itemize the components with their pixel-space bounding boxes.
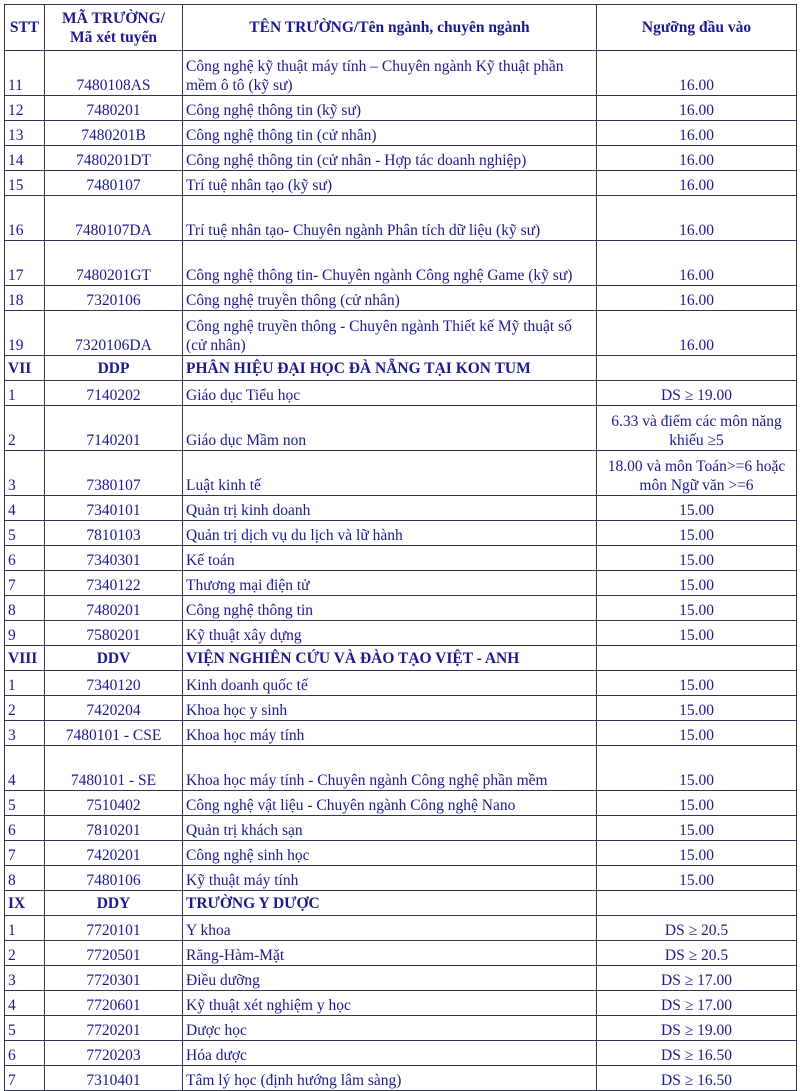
cell-code: 7340101	[45, 496, 183, 521]
cell-stt: 1	[5, 671, 45, 696]
cell-stt: 3	[5, 451, 45, 496]
cell-stt: 11	[5, 51, 45, 96]
table-header-row	[5, 5, 797, 51]
section-stt: VIII	[5, 646, 45, 671]
cell-name: Công nghệ truyền thông - Chuyên ngành Thiết kế Mỹ thuật số (cử nhân)	[183, 311, 597, 356]
table-row	[5, 286, 797, 311]
cell-code: 7140202	[45, 381, 183, 406]
cell-stt: 4	[5, 746, 45, 791]
cell-stt: 5	[5, 1016, 45, 1041]
cell-threshold: 16.00	[597, 241, 797, 286]
section-stt: IX	[5, 891, 45, 916]
table-row	[5, 596, 797, 621]
section-empty	[597, 646, 797, 671]
cell-stt: 5	[5, 521, 45, 546]
cell-code: 7480201GT	[45, 241, 183, 286]
cell-name: Công nghệ thông tin	[183, 596, 597, 621]
table-row	[5, 791, 797, 816]
table-row	[5, 311, 797, 356]
section-name: VIỆN NGHIÊN CỨU VÀ ĐÀO TẠO VIỆT - ANH	[183, 646, 597, 671]
cell-code: 7480107	[45, 171, 183, 196]
cell-code: 7480108AS	[45, 51, 183, 96]
header-code-line1: MÃ TRƯỜNG/	[62, 9, 165, 27]
table-row	[5, 406, 797, 451]
cell-stt: 4	[5, 991, 45, 1016]
cell-threshold: 15.00	[597, 596, 797, 621]
cell-code: 7480106	[45, 866, 183, 891]
header-threshold: Ngưỡng đầu vào	[597, 5, 797, 51]
cell-name: Công nghệ vật liệu - Chuyên ngành Công nghệ Nano	[183, 791, 597, 816]
cell-code: 7340301	[45, 546, 183, 571]
cell-threshold: 16.00	[597, 51, 797, 96]
cell-stt: 3	[5, 721, 45, 746]
cell-stt: 2	[5, 696, 45, 721]
cell-stt: 2	[5, 406, 45, 451]
cell-code: 7320106DA	[45, 311, 183, 356]
cell-threshold: 15.00	[597, 621, 797, 646]
cell-name: Công nghệ sinh học	[183, 841, 597, 866]
cell-code: 7340122	[45, 571, 183, 596]
cell-stt: 7	[5, 1066, 45, 1091]
cell-threshold: 15.00	[597, 721, 797, 746]
cell-code: 7720301	[45, 966, 183, 991]
cell-threshold: 15.00	[597, 696, 797, 721]
cell-name: Công nghệ kỹ thuật máy tính – Chuyên ngành Kỹ thuật phần mềm ô tô (kỹ sư)	[183, 51, 597, 96]
admission-threshold-table	[4, 4, 797, 1091]
cell-code: 7580201	[45, 621, 183, 646]
header-code-line2: Mã xét tuyển	[70, 28, 157, 46]
cell-code: 7380107	[45, 451, 183, 496]
cell-name: Luật kinh tế	[183, 451, 597, 496]
cell-threshold: 16.00	[597, 96, 797, 121]
table-row	[5, 991, 797, 1016]
cell-code: 7810103	[45, 521, 183, 546]
header-stt: STT	[5, 5, 45, 51]
table-row	[5, 1066, 797, 1091]
cell-threshold: 16.00	[597, 171, 797, 196]
cell-code: 7510402	[45, 791, 183, 816]
cell-code: 7320106	[45, 286, 183, 311]
cell-stt: 4	[5, 496, 45, 521]
table-row	[5, 496, 797, 521]
cell-stt: 7	[5, 841, 45, 866]
cell-name: Công nghệ thông tin- Chuyên ngành Công nghệ Game (kỹ sư)	[183, 241, 597, 286]
cell-threshold: DS ≥ 20.5	[597, 916, 797, 941]
cell-stt: 14	[5, 146, 45, 171]
cell-name: Điều dưỡng	[183, 966, 597, 991]
table-row	[5, 721, 797, 746]
cell-code: 7480101 - CSE	[45, 721, 183, 746]
table-row	[5, 671, 797, 696]
header-code	[45, 5, 183, 51]
cell-threshold: 15.00	[597, 521, 797, 546]
cell-threshold: 15.00	[597, 671, 797, 696]
section-code: DDP	[45, 356, 183, 381]
cell-threshold: DS ≥ 19.00	[597, 1016, 797, 1041]
cell-threshold: DS ≥ 20.5	[597, 941, 797, 966]
cell-name: Giáo dục Mầm non	[183, 406, 597, 451]
cell-stt: 6	[5, 816, 45, 841]
table-row	[5, 866, 797, 891]
cell-stt: 6	[5, 1041, 45, 1066]
cell-code: 7720501	[45, 941, 183, 966]
cell-stt: 12	[5, 96, 45, 121]
table-row	[5, 521, 797, 546]
table-row	[5, 1041, 797, 1066]
cell-threshold: 16.00	[597, 121, 797, 146]
cell-name: Khoa học máy tính - Chuyên ngành Công nghệ phần mềm	[183, 746, 597, 791]
cell-threshold: 18.00 và môn Toán>=6 hoặc môn Ngữ văn >=6	[597, 451, 797, 496]
cell-name: Dược học	[183, 1016, 597, 1041]
cell-threshold: 6.33 và điểm các môn năng khiếu ≥5	[597, 406, 797, 451]
cell-threshold: 15.00	[597, 746, 797, 791]
cell-threshold: 15.00	[597, 841, 797, 866]
table-row	[5, 451, 797, 496]
cell-threshold: 16.00	[597, 146, 797, 171]
cell-name: Kỹ thuật xây dựng	[183, 621, 597, 646]
cell-threshold: 16.00	[597, 311, 797, 356]
cell-code: 7720101	[45, 916, 183, 941]
cell-code: 7140201	[45, 406, 183, 451]
table-row	[5, 196, 797, 241]
cell-stt: 5	[5, 791, 45, 816]
table-row	[5, 816, 797, 841]
cell-name: Kế toán	[183, 546, 597, 571]
cell-stt: 1	[5, 916, 45, 941]
table-row	[5, 916, 797, 941]
cell-stt: 16	[5, 196, 45, 241]
cell-stt: 7	[5, 571, 45, 596]
cell-stt: 9	[5, 621, 45, 646]
cell-threshold: 16.00	[597, 196, 797, 241]
cell-name: Công nghệ truyền thông (cử nhân)	[183, 286, 597, 311]
cell-threshold: DS ≥ 17.00	[597, 991, 797, 1016]
cell-threshold: DS ≥ 16.50	[597, 1066, 797, 1091]
cell-name: Răng-Hàm-Mặt	[183, 941, 597, 966]
cell-threshold: DS ≥ 19.00	[597, 381, 797, 406]
cell-code: 7480201DT	[45, 146, 183, 171]
section-empty	[597, 891, 797, 916]
cell-threshold: 15.00	[597, 571, 797, 596]
section-empty	[597, 356, 797, 381]
cell-code: 7720201	[45, 1016, 183, 1041]
cell-code: 7480201	[45, 96, 183, 121]
section-row-vii	[5, 356, 797, 381]
section-code: DDV	[45, 646, 183, 671]
table-row	[5, 96, 797, 121]
table-row	[5, 381, 797, 406]
cell-stt: 18	[5, 286, 45, 311]
cell-name: Quản trị khách sạn	[183, 816, 597, 841]
cell-threshold: 15.00	[597, 496, 797, 521]
cell-name: Tâm lý học (định hướng lâm sàng)	[183, 1066, 597, 1091]
table-row	[5, 146, 797, 171]
table-row	[5, 696, 797, 721]
cell-stt: 1	[5, 381, 45, 406]
cell-threshold: 16.00	[597, 286, 797, 311]
table-row	[5, 621, 797, 646]
cell-threshold: 15.00	[597, 866, 797, 891]
cell-code: 7720601	[45, 991, 183, 1016]
table-row	[5, 546, 797, 571]
cell-threshold: 15.00	[597, 546, 797, 571]
cell-name: Quản trị dịch vụ du lịch và lữ hành	[183, 521, 597, 546]
cell-name: Quản trị kinh doanh	[183, 496, 597, 521]
cell-stt: 8	[5, 596, 45, 621]
cell-name: Kinh doanh quốc tế	[183, 671, 597, 696]
cell-threshold: 15.00	[597, 816, 797, 841]
table-row	[5, 51, 797, 96]
cell-stt: 13	[5, 121, 45, 146]
cell-stt: 15	[5, 171, 45, 196]
cell-threshold: DS ≥ 17.00	[597, 966, 797, 991]
cell-stt: 3	[5, 966, 45, 991]
cell-name: Hóa dược	[183, 1041, 597, 1066]
cell-name: Trí tuệ nhân tạo- Chuyên ngành Phân tích dữ liệu (kỹ sư)	[183, 196, 597, 241]
section-code: DDY	[45, 891, 183, 916]
table-row	[5, 941, 797, 966]
section-stt: VII	[5, 356, 45, 381]
table-row	[5, 966, 797, 991]
cell-name: Công nghệ thông tin (cử nhân)	[183, 121, 597, 146]
cell-name: Giáo dục Tiểu học	[183, 381, 597, 406]
table-row	[5, 121, 797, 146]
cell-code: 7720203	[45, 1041, 183, 1066]
cell-code: 7340120	[45, 671, 183, 696]
cell-name: Công nghệ thông tin (cử nhân - Hợp tác doanh nghiệp)	[183, 146, 597, 171]
cell-name: Thương mại điện tử	[183, 571, 597, 596]
cell-name: Kỹ thuật xét nghiệm y học	[183, 991, 597, 1016]
section-name: PHÂN HIỆU ĐẠI HỌC ĐÀ NẴNG TẠI KON TUM	[183, 356, 597, 381]
cell-stt: 17	[5, 241, 45, 286]
section-name: TRƯỜNG Y DƯỢC	[183, 891, 597, 916]
section-row-viii	[5, 646, 797, 671]
cell-name: Khoa học y sinh	[183, 696, 597, 721]
table-row	[5, 571, 797, 596]
cell-code: 7480107DA	[45, 196, 183, 241]
cell-stt: 6	[5, 546, 45, 571]
cell-code: 7480201	[45, 596, 183, 621]
cell-threshold: 15.00	[597, 791, 797, 816]
cell-name: Kỹ thuật máy tính	[183, 866, 597, 891]
cell-name: Y khoa	[183, 916, 597, 941]
table-row	[5, 746, 797, 791]
cell-code: 7420201	[45, 841, 183, 866]
cell-code: 7420204	[45, 696, 183, 721]
cell-code: 7480201B	[45, 121, 183, 146]
table-row	[5, 841, 797, 866]
cell-name: Khoa học máy tính	[183, 721, 597, 746]
cell-threshold: DS ≥ 16.50	[597, 1041, 797, 1066]
table-row	[5, 241, 797, 286]
section-row-ix	[5, 891, 797, 916]
cell-stt: 8	[5, 866, 45, 891]
cell-code: 7310401	[45, 1066, 183, 1091]
cell-stt: 2	[5, 941, 45, 966]
cell-stt: 19	[5, 311, 45, 356]
table-row	[5, 171, 797, 196]
cell-code: 7480101 - SE	[45, 746, 183, 791]
cell-name: Công nghệ thông tin (kỹ sư)	[183, 96, 597, 121]
cell-code: 7810201	[45, 816, 183, 841]
header-name: TÊN TRƯỜNG/Tên ngành, chuyên ngành	[183, 5, 597, 51]
cell-name: Trí tuệ nhân tạo (kỹ sư)	[183, 171, 597, 196]
table-row	[5, 1016, 797, 1041]
